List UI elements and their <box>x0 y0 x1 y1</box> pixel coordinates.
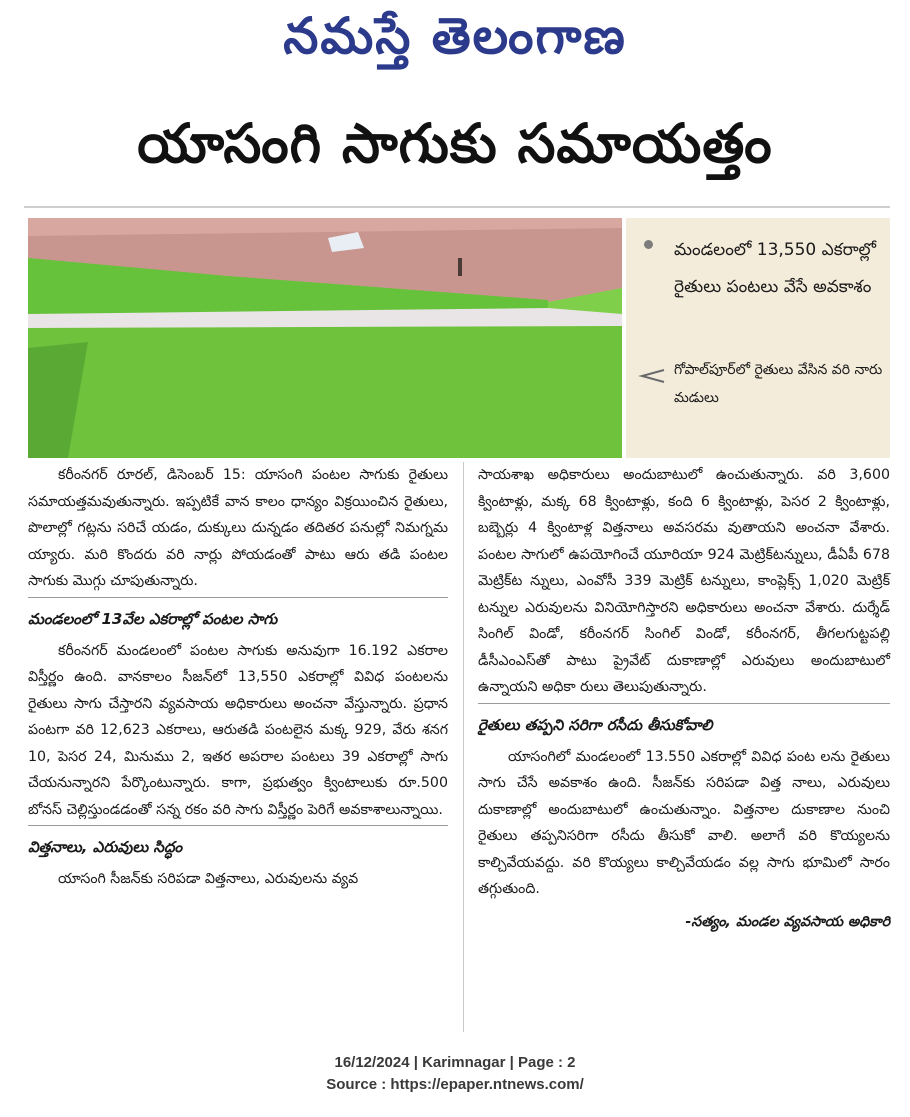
article-photo-paddy-nursery <box>28 218 622 458</box>
subheading-seeds-fertilizers: విత్తనాలు, ఎరువులు సిద్ధం <box>28 838 183 856</box>
subheading-cultivation-area: మండలంలో 13వేల ఎకరాల్లో పంటల సాగు <box>28 609 278 628</box>
article-left-column <box>28 462 448 893</box>
section-divider <box>28 825 448 826</box>
bullet-dot-icon <box>644 240 653 249</box>
highlight-box <box>626 218 890 458</box>
page-footer <box>0 1052 910 1096</box>
article-headline: యాసంగి సాగుకు సమాయత్తం <box>137 112 773 175</box>
footer-edition-info: 16/12/2024 | Karimnagar | Page : 2 <box>334 1054 576 1071</box>
highlight-bullet-text: మండలంలో 13,550 ఎకరాల్లో రైతులు పంటలు వేసే అవకాశం <box>674 240 877 297</box>
seeds-paragraph-start: యాసంగి సీజన్‌కు సరిపడా విత్తనాలు, ఎరువులను వ్యవ <box>58 871 359 887</box>
officer-quote: యాసంగిలో మండలంలో 13.550 ఎకరాల్లో వివిధ పంట లను రైతులు సాగు చేసే అవకాశం ఉంది. సీజన్‌కు సరిపడా విత్త నాలు, ఎరువులు దుకాణాల్లో అందుబాటులో ఉంచుతున్నాం. విత్తనాల దుకాణాల నుంచి రైతులు తప్పనిసరిగా రసీదు తీసుకో వాలి. అలాగే వరి కొయ్యలను కాల్చివేయవద్దు. వరి కొయ్యలు కాల్చివేయడం వల్ల సాగు భూమిలో సారం తగ్గుతుంది. <box>478 748 890 897</box>
quote-attribution: -సత్యం, మండల వ్యవసాయ అధికారి <box>685 913 890 930</box>
section-divider <box>478 703 890 704</box>
cultivation-paragraph: కరీంనగర్ మండలంలో పంటల సాగుకు అనువుగా 16.192 ఎకరాల విస్తీర్ణం ఉంది. వానకాలం సీజన్‌లో 13,550 ఎకరాల్లో వివిధ పంటలను రైతులు సాగు చేస్తారని వ్యవసాయ అధికారులు అంచనా వేస్తున్నారు. ప్రధాన పంటగా వరి 12,623 ఎకరాలు, ఆరుతడి పంటలైన మక్క 929, వేరు శనగ 10, పెసర 24, మినుము 2, ఇతర అపరాల పంటలు 39 ఎకరాల్లో సాగు చేయనున్నారని పేర్కొంటున్నారు. కాగా, ప్రభుత్వం క్వింటాలుకు రూ.500 బోనస్ చెల్లిస్తుండడంతో సన్న రకం వరి సాగు విస్తీర్ణం పెరిగే అవకాశాలున్నాయి. <box>28 642 448 818</box>
footer-source-link[interactable]: Source : https://epaper.ntnews.com/ <box>326 1076 584 1093</box>
photo-caption: గోపాల్‌పూర్‌లో రైతులు వేసిన వరి నారు మడులు <box>674 362 883 406</box>
arrow-left-icon <box>638 368 666 384</box>
column-divider <box>463 462 464 1032</box>
intro-paragraph: కరీంనగర్ రూరల్, డిసెంబర్ 15: యాసంగి పంటల సాగుకు రైతులు సమాయత్తమవుతున్నారు. ఇప్పటికే వాన కాలం ధాన్యం విక్రయించిన రైతులు, పొలాల్లో గట్లను సరిచే యడం, దుక్కులు దున్నడం తదితర పనుల్లో నిమగ్నమ య్యారు. మరి కొందరు వరి నార్లు పోయడంతో పాటు ఆరు తడి పంటల సాగుకు మొగ్గు చూపుతున్నారు. <box>28 467 448 589</box>
header-divider <box>24 206 890 208</box>
section-divider <box>28 597 448 598</box>
article-right-column <box>478 462 890 935</box>
seeds-paragraph-continued: సాయశాఖ అధికారులు అందుబాటులో ఉంచుతున్నారు. వరి 3,600 క్వింటాళ్లు, మక్క 68 క్వింటాళ్లు, కంది 6 క్వింటాళ్లు, పెసర 2 క్వింటాళ్లు, బబ్బెర్లు 4 క్వింటాళ్ల విత్తనాలు అవసరమ వుతాయని అంచనా వేశారు. పంటల సాగులో ఉపయోగించే యూరియా 924 మెట్రిక్‌టన్నులు, డీఏపీ 678 మెట్రిక్‌ట న్నులు, ఎంవోసీ 339 మెట్రిక్ టన్నులు, కాంప్లెక్స్ 1,020 మెట్రిక్ టన్నుల ఎరువులను వినియోగిస్తారని అధికారులు అంచనా వేశారు. దుర్శేడ్ సింగిల్ విండో, కరీంనగర్ సింగిల్ విండో, కరీంనగర్, తీగలగుట్టపల్లి డీసీఎంఎస్‌తో పాటు ప్రైవేట్ దుకాణాల్లో ఎరువులు అందుబాటులో ఉన్నాయని అధికా రులు తెలుపుతున్నారు. <box>478 467 890 695</box>
subheading-receipt: రైతులు తప్పని సరిగా రసీదు తీసుకోవాలి <box>478 715 713 734</box>
masthead-logo: నమస్తే తెలంగాణ <box>283 6 627 65</box>
